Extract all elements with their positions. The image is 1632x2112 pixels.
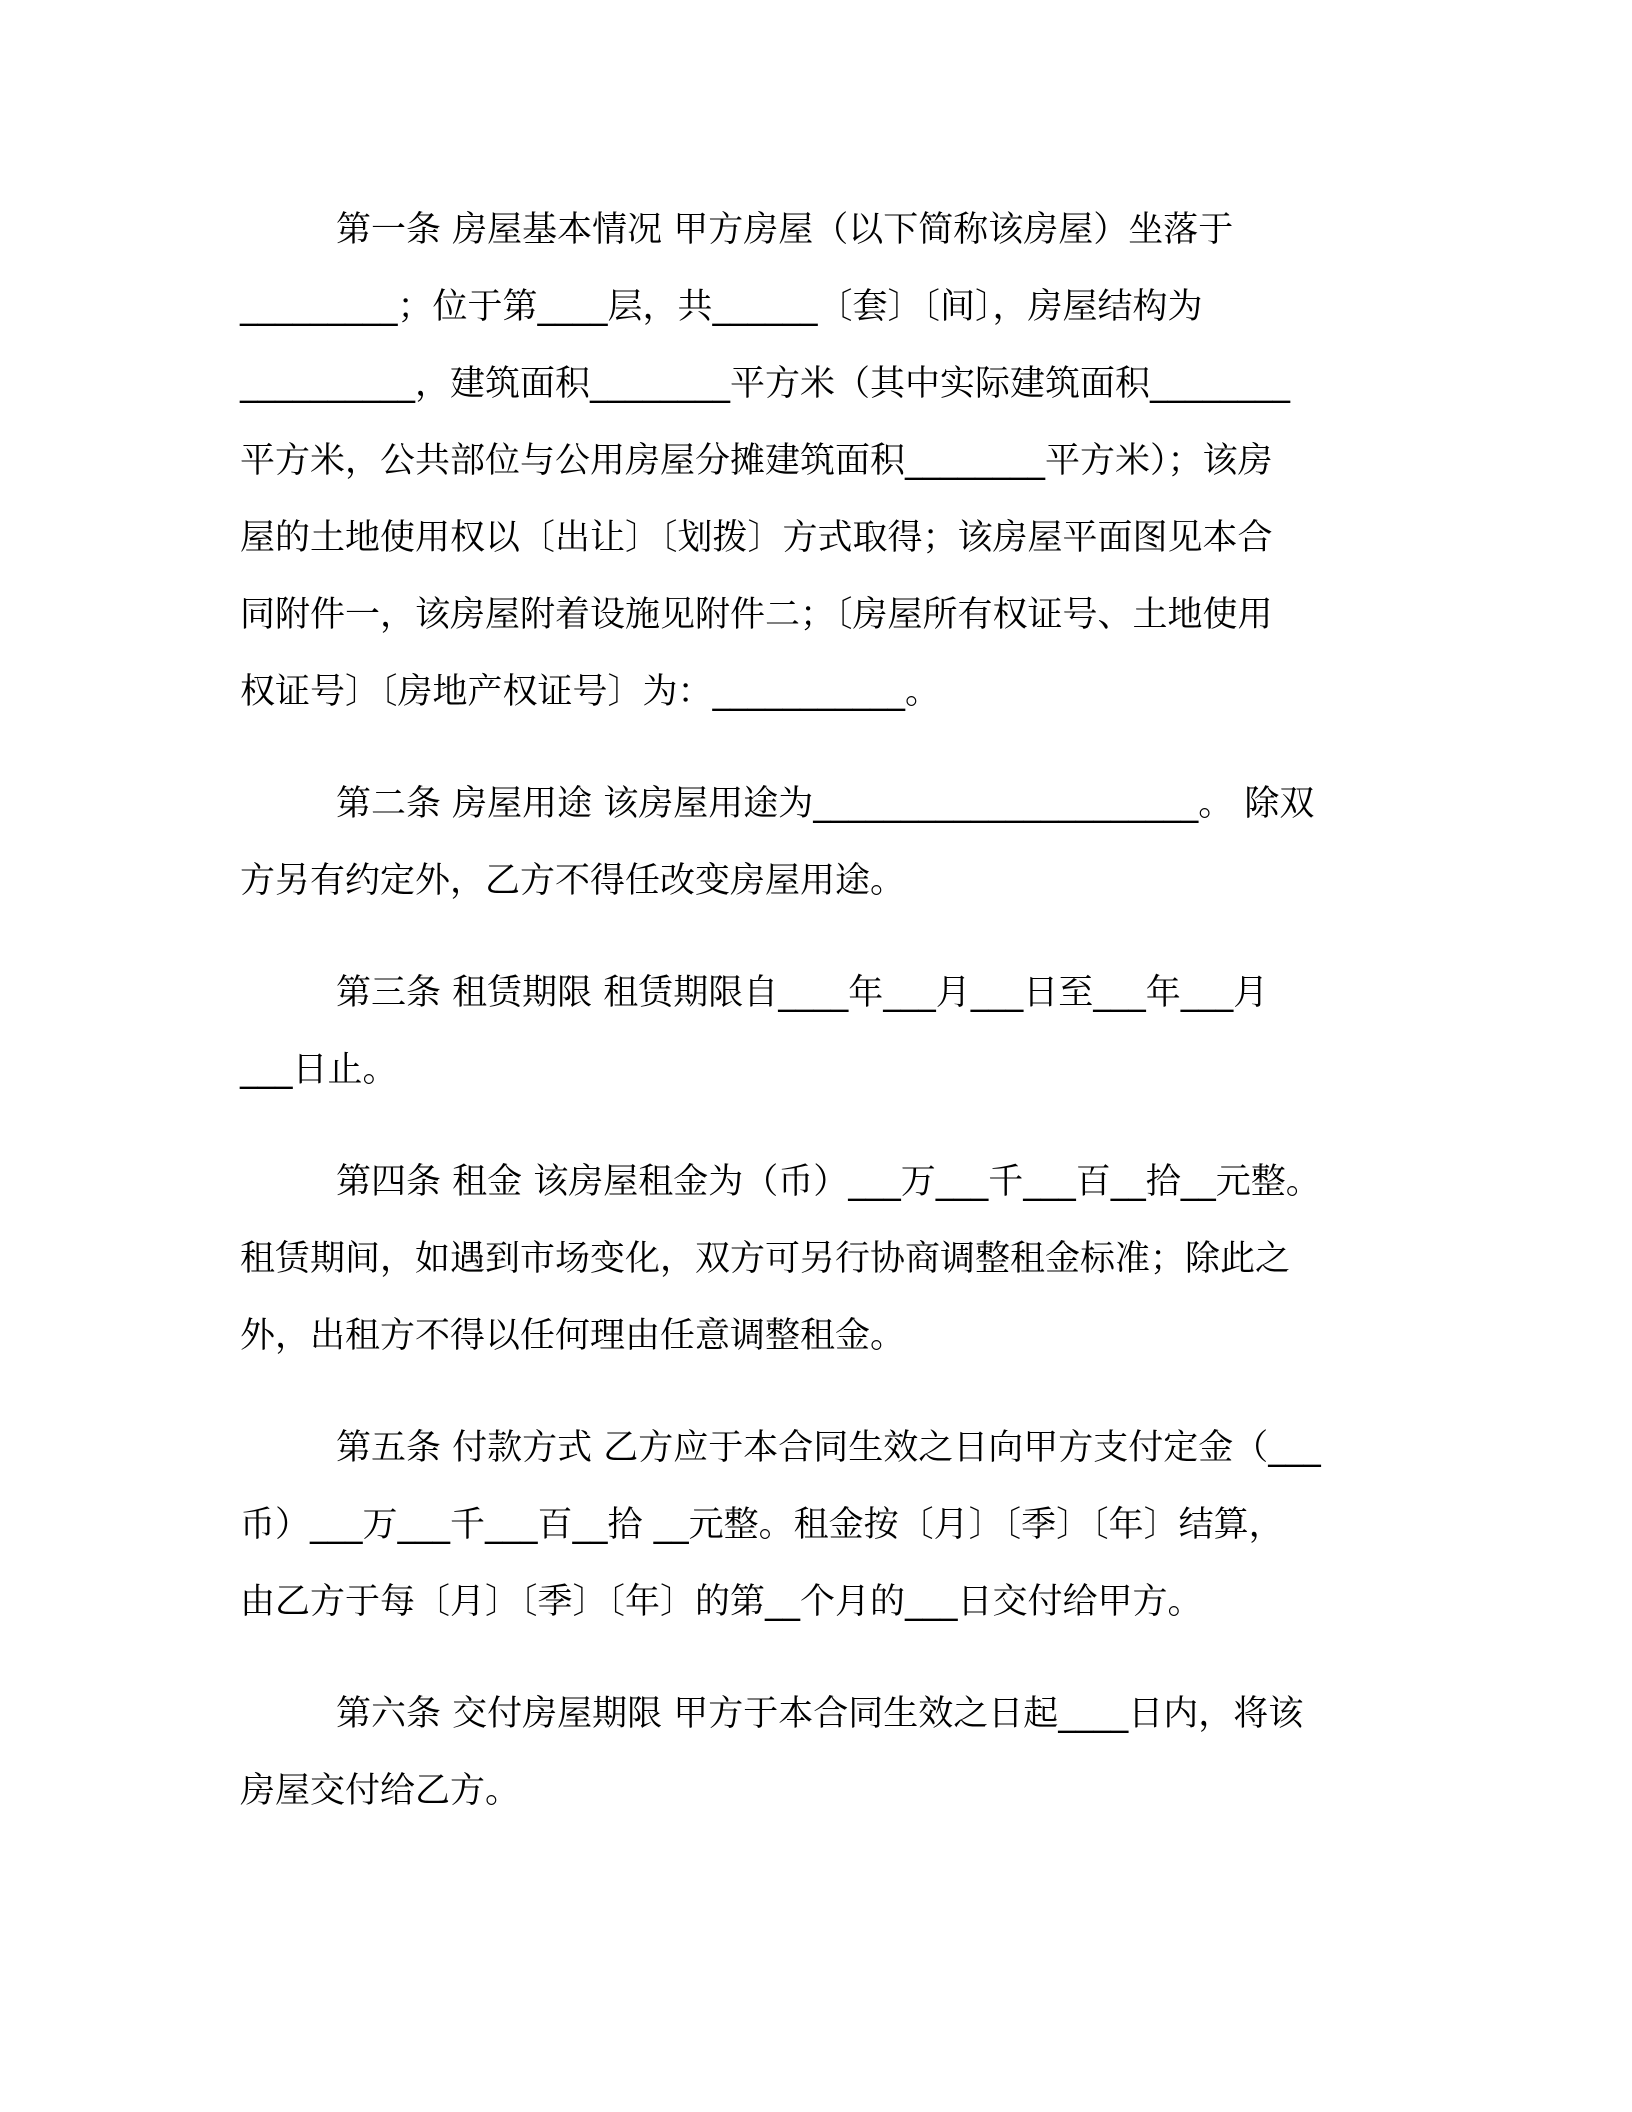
clause-line: 同附件一，该房屋附着设施见附件二；〔房屋所有权证号、土地使用 [240,595,1273,635]
clause-line: 第四条 租金 该房屋租金为（币）___万___千___百__拾__元整。 [336,1162,1321,1202]
clause-article-2 [240,766,1410,920]
clause-line: 平方米，公共部位与公用房屋分摊建筑面积________平方米）；该房 [240,441,1273,481]
clause-line: 方另有约定外，乙方不得任改变房屋用途。 [240,861,906,901]
clause-line: 权证号〕〔房地产权证号〕为：___________。 [240,672,941,712]
clause-line: ___日止。 [240,1050,398,1090]
clause-line: 第五条 付款方式 乙方应于本合同生效之日向甲方支付定金（___ [336,1428,1321,1468]
clause-line: 第六条 交付房屋期限 甲方于本合同生效之日起____日内，将该 [336,1694,1304,1734]
clause-article-5 [240,1410,1410,1641]
clause-line: 房屋交付给乙方。 [240,1771,521,1811]
clause-line: 第三条 租赁期限 租赁期限自____年___月___日至___年___月 [336,973,1269,1013]
clause-line: _________；位于第____层，共______〔套〕〔间〕，房屋结构为 [240,287,1203,327]
clause-article-1 [240,192,1410,731]
document-body [240,192,1410,1865]
clause-line: 外，出租方不得以任何理由任意调整租金。 [240,1316,906,1356]
clause-article-6 [240,1676,1410,1830]
clause-line: 租赁期间，如遇到市场变化，双方可另行协商调整租金标准；除此之 [240,1239,1291,1279]
clause-line: __________，建筑面积________平方米（其中实际建筑面积________ [240,364,1291,404]
clause-line: 由乙方于每〔月〕〔季〕〔年〕的第__个月的___日交付给甲方。 [240,1582,1203,1622]
clause-article-3 [240,955,1410,1109]
clause-line: 币）___万___千___百__拾 __元整。租金按〔月〕〔季〕〔年〕结算， [240,1505,1284,1545]
clause-article-4 [240,1144,1410,1375]
clause-line: 屋的土地使用权以〔出让〕〔划拨〕方式取得；该房屋平面图见本合 [240,518,1273,558]
clause-line: 第一条 房屋基本情况 甲方房屋（以下简称该房屋）坐落于 [336,210,1234,250]
clause-line: 第二条 房屋用途 该房屋用途为______________________。 除双 [336,784,1315,824]
